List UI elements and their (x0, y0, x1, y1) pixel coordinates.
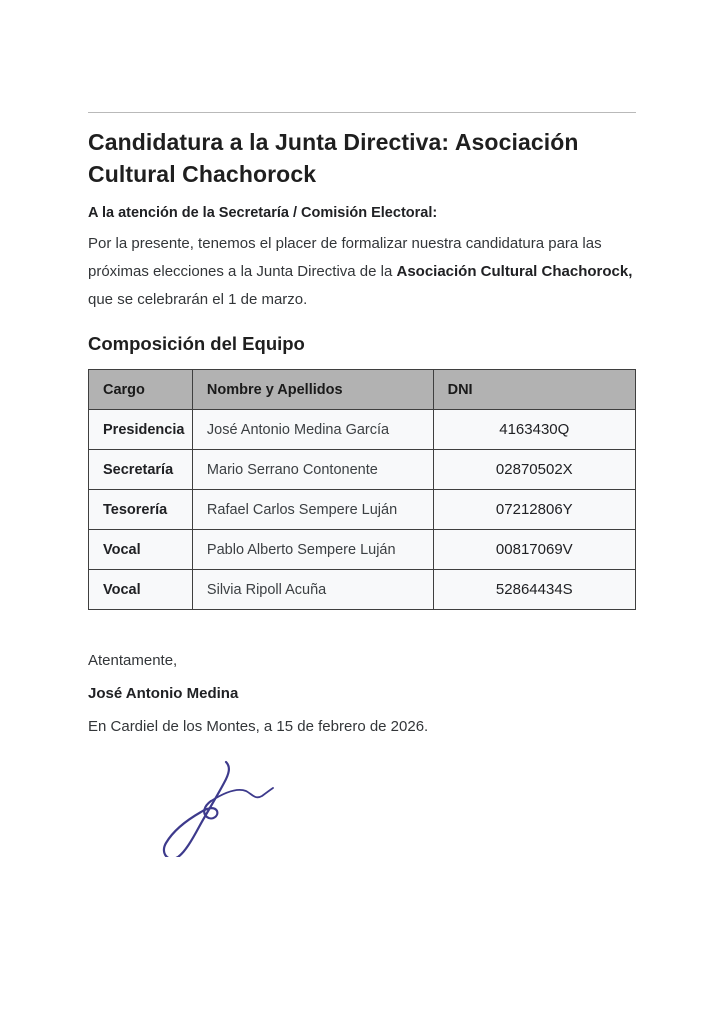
salutation-line: A la atención de la Secretaría / Comisión Electoral: (88, 205, 438, 221)
cell-nombre: José Antonio Medina García (192, 410, 433, 450)
table-row (89, 490, 636, 530)
table-row (89, 530, 636, 570)
cell-cargo: Secretaría (89, 450, 193, 490)
intro-paragraph (88, 230, 636, 314)
place-date-line: En Cardiel de los Montes, a 15 de febrero de 2026. (88, 718, 429, 735)
cell-cargo: Vocal (89, 530, 193, 570)
handwritten-signature-icon (154, 757, 276, 857)
intro-text-bold: Asociación Cultural Chachorock, (396, 263, 633, 280)
horizontal-rule (88, 112, 636, 113)
section-heading-team: Composición del Equipo (88, 333, 305, 354)
cell-dni: 02870502X (433, 450, 635, 490)
column-header-nombre: Nombre y Apellidos (192, 370, 433, 410)
cell-dni: 52864434S (433, 570, 635, 610)
column-header-dni: DNI (433, 370, 635, 410)
page-title: Candidatura a la Junta Directiva: Asociación Cultural Chachorock (88, 129, 579, 187)
cell-dni: 07212806Y (433, 490, 635, 530)
cell-nombre: Rafael Carlos Sempere Luján (192, 490, 433, 530)
table-row (89, 450, 636, 490)
signer-name: José Antonio Medina (88, 685, 239, 702)
cell-nombre: Silvia Ripoll Acuña (192, 570, 433, 610)
table-row (89, 410, 636, 450)
team-table (88, 369, 636, 610)
cell-nombre: Mario Serrano Contonente (192, 450, 433, 490)
cell-dni: 4163430Q (433, 410, 635, 450)
closing-line: Atentamente, (88, 652, 178, 669)
cell-cargo: Tesorería (89, 490, 193, 530)
intro-text-part2: que se celebrarán el 1 de marzo. (88, 291, 308, 308)
team-table-header (89, 370, 636, 410)
document-content (88, 0, 636, 857)
cell-nombre: Pablo Alberto Sempere Luján (192, 530, 433, 570)
column-header-cargo: Cargo (89, 370, 193, 410)
cell-dni: 00817069V (433, 530, 635, 570)
cell-cargo: Presidencia (89, 410, 193, 450)
table-row (89, 570, 636, 610)
table-header-row (89, 370, 636, 410)
team-table-body (89, 410, 636, 610)
intro-text-part1: Por la presente, tenemos el placer de formalizar nuestra candidatura para las próximas elecciones a la Junta Directiva de la (88, 235, 602, 280)
cell-cargo: Vocal (89, 570, 193, 610)
